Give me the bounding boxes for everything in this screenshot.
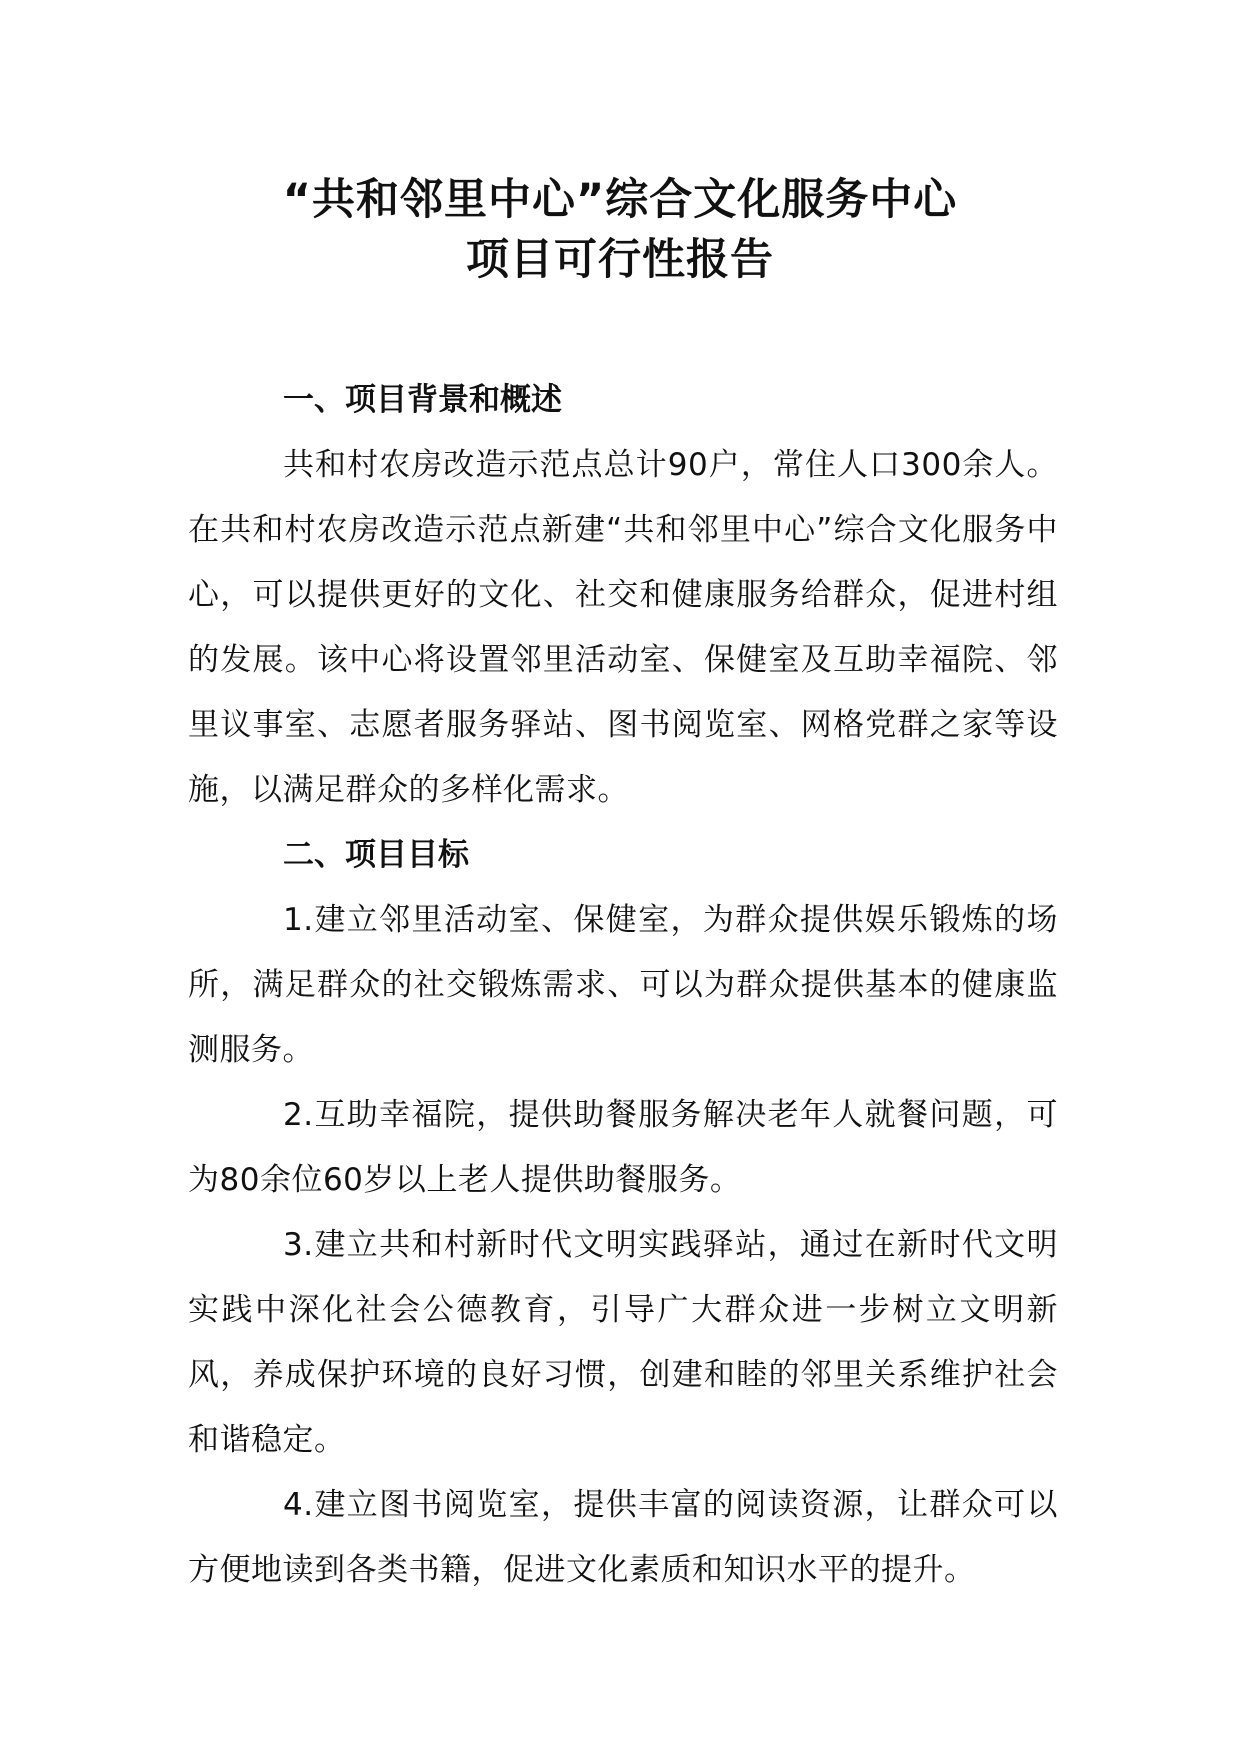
title-line-1: “共和邻里中心”综合文化服务中心 [282,175,958,225]
section-heading-background: 一、项目背景和概述 [283,382,562,418]
document-title [0,170,1240,290]
paragraph-goal-1: 1.建立邻里活动室、保健室，为群众提供娱乐锻炼的场所，满足群众的社交锻炼需求、可以为群众提供基本的健康监测服务。 [188,902,1058,1068]
paragraph-goal-4: 4.建立图书阅览室，提供丰富的阅读资源，让群众可以方便地读到各类书籍，促进文化素质和知识水平的提升。 [188,1487,1058,1588]
document-body [188,368,1058,1603]
section-background [188,368,1058,823]
paragraph-goal-3: 3.建立共和村新时代文明实践驿站，通过在新时代文明实践中深化社会公德教育，引导广大群众进一步树立文明新风，养成保护环境的良好习惯，创建和睦的邻里关系维护社会和谐稳定。 [188,1227,1058,1458]
paragraph-goal-2: 2.互助幸福院，提供助餐服务解决老年人就餐问题，可为80余位60岁以上老人提供助餐服务。 [188,1097,1058,1198]
section-goals [188,823,1058,1603]
title-line-2: 项目可行性报告 [466,235,774,285]
section-heading-goals: 二、项目目标 [283,837,469,873]
paragraph-background: 共和村农房改造示范点总计90户，常住人口300余人。在共和村农房改造示范点新建“共和邻里中心”综合文化服务中心，可以提供更好的文化、社交和健康服务给群众，促进村组的发展。该中心将设置邻里活动室、保健室及互助幸福院、邻里议事室、志愿者服务驿站、图书阅览室、网格党群之家等设施，以满足群众的多样化需求。 [188,447,1058,808]
